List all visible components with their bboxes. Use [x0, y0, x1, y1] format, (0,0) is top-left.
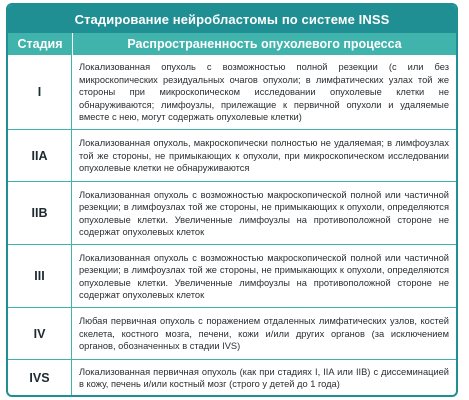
description-text: Локализованная первичная опухоль (как при стадиях I, IIA или IIB) с диссеминацией в кожу, печень и/или костный мозг (строго у детей до 1 года)	[79, 366, 449, 389]
description-cell	[72, 308, 456, 359]
description-text: Локализованная опухоль с возможностью полной резекции (с или без микроскопических резидуальных очагов опухоли; в лимфатических узлах той же стороны при микроскопическом исследовании опухолевые клетки не обнаруживаются; лимфоузлы, прилежащие к первичной опухоли и удаляемые вместе с нею, могут содержать опухолевые клетки)	[79, 62, 449, 123]
stage-cell: IIB	[8, 182, 72, 244]
inss-table	[6, 3, 458, 397]
header-stage: Стадия	[8, 33, 73, 55]
description-cell	[72, 360, 456, 395]
stage-cell: IVS	[8, 360, 72, 395]
stage-cell: I	[8, 55, 72, 129]
description-text: Локализованная опухоль с возможностью макроскопической полной или частичной резекции; в лимфоузлах той же стороны, не примыкающих к опухоли, определяются опухолевые клетки. Увеличенные лимфоузлы на противоположной стороне не содержат опухолевых клеток	[79, 252, 449, 300]
table-row	[8, 307, 456, 359]
stage-cell: IIA	[8, 130, 72, 181]
description-cell	[72, 130, 456, 181]
description-text: Локализованная опухоль с возможностью макроскопической полной или частичной резекции; в лимфоузлах той же стороны, не примыкающих к опухоли, определяются опухолевые клетки. Увеличенные лимфоузлы на противоположной стороне не содержат опухолевых клеток	[79, 189, 449, 237]
description-text: Локализованная опухоль, макроскопически полностью не удаляемая; в лимфоузлах той же стороны, не примыкающих к опухоли, при микроскопическом исследовании опухолевые клетки не обнаруживаются	[79, 138, 449, 174]
description-text: Любая первичная опухоль с поражением отдаленных лимфатических узлов, костей скелета, костного мозга, печени, кожи и/или других органов (за исключением органов, обозначенных в стадии IVS)	[79, 316, 449, 352]
table-title: Стадирование нейробластомы по системе INSS	[8, 5, 456, 33]
description-cell	[72, 55, 456, 129]
table-row	[8, 129, 456, 181]
header-description: Распространенность опухолевого процесса	[127, 37, 402, 51]
description-cell	[72, 182, 456, 244]
stage-cell: IV	[8, 308, 72, 359]
table-row	[8, 181, 456, 244]
table-row	[8, 359, 456, 395]
table-row	[8, 55, 456, 129]
description-cell	[72, 245, 456, 307]
table-body	[8, 55, 456, 395]
table-header	[8, 33, 456, 55]
stage-cell: III	[8, 245, 72, 307]
table-row	[8, 244, 456, 307]
